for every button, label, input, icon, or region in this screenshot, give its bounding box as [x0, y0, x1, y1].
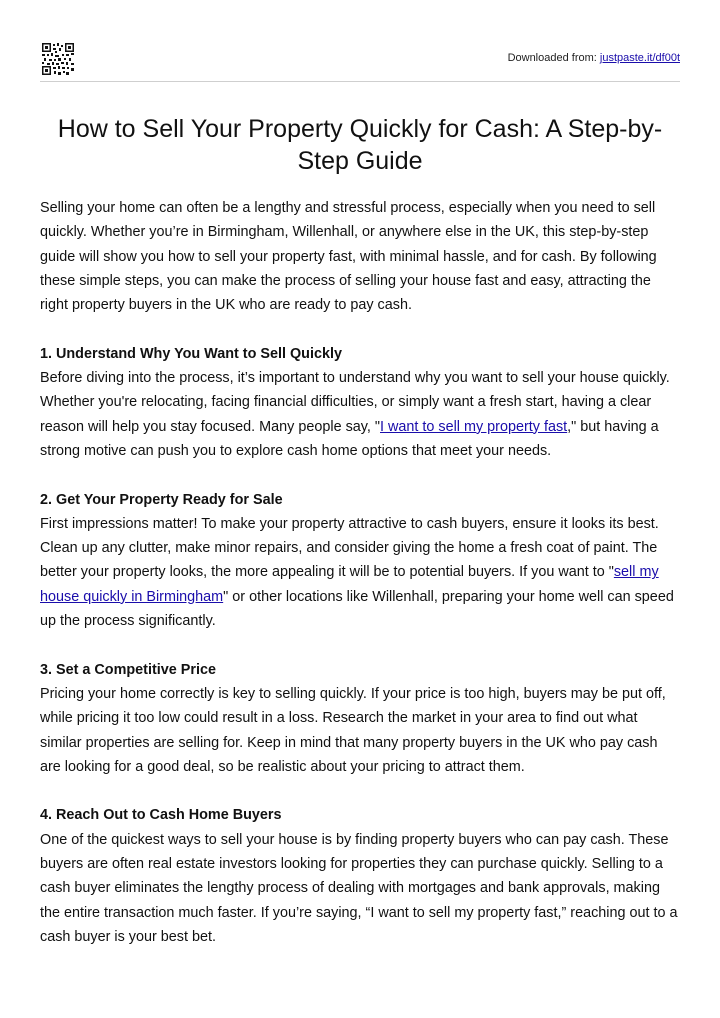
download-source — [508, 52, 680, 64]
downloaded-from-label: Downloaded from: — [507, 52, 600, 64]
section-paragraph-4: One of the quickest ways to sell your house is by finding property buyers who can pay cash. These buyers are often real estate investors looking for properties they can purchase quickly. Selling to a cash buyer eliminates the lengthy process of dealing with mortgages and bank approvals, making the entire transaction much faster. If you’re saying, “I want to sell my property fast,” reaching out to a cash buyer is your best bet. — [40, 831, 678, 945]
section-heading-3: 3. Set a Competitive Price — [40, 661, 216, 678]
source-link[interactable]: justpaste.it/df00t — [599, 52, 680, 64]
section-heading-1: 1. Understand Why You Want to Sell Quickly — [40, 345, 342, 362]
document-title: How to Sell Your Property Quickly for Cash: A Step-by-Step Guide — [57, 115, 663, 175]
section-paragraph-1: Before diving into the process, it’s important to understand why you want to sell your house quickly. Whether you're relocating, facing financial difficulties, or simply want a fresh start, having a clear reason will help you stay focused. Many people say, "I want to sell my property fast," but having a strong motive can push you to explore cash home options that meet your needs. — [40, 370, 670, 459]
qr-code-icon — [42, 43, 74, 75]
section-paragraph-2: First impressions matter! To make your property attractive to cash buyers, ensure it looks its best. Clean up any clutter, make minor repairs, and consider giving the home a fresh coat of paint. The better your property looks, the more appealing it will be to potential buyers. If you want to "sell my house quickly in Birmingham" or other locations like Willenhall, preparing your home well can speed up the process significantly. — [40, 515, 674, 630]
sell-property-fast-link[interactable]: I want to sell my property fast — [380, 418, 568, 435]
article-body — [40, 196, 682, 949]
intro-paragraph: Selling your home can often be a lengthy and stressful process, especially when you need to sell quickly. Whether you’re in Birmingham, Willenhall, or anywhere else in the UK, this step-by-step guide will show you how to sell your property fast, with minimal hassle, and for cash. By following these simple steps, you can make the process of selling your house fast and easy, attracting the right property buyers in the UK who are ready to pay cash. — [40, 200, 657, 314]
sell-house-birmingham-link[interactable]: sell my house quickly in Birmingham — [40, 564, 659, 605]
section-paragraph-3: Pricing your home correctly is key to selling quickly. If your price is too high, buyers may be put off, while pricing it too low could result in a loss. Research the market in your area to find out what similar properties are selling for. Keep in mind that many property buyers in the UK who pay cash are looking for a good deal, so be realistic about your pricing to attract them. — [40, 685, 666, 775]
section-heading-2: 2. Get Your Property Ready for Sale — [40, 491, 283, 508]
section-heading-4: 4. Reach Out to Cash Home Buyers — [40, 807, 282, 824]
header-divider — [40, 81, 680, 82]
